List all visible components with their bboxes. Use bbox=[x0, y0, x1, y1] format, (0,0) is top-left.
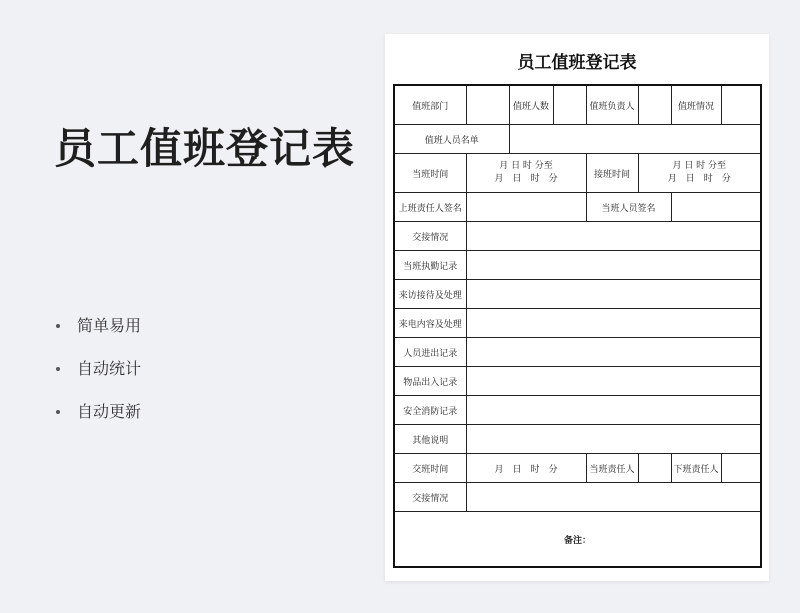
current-lead-label: 当班责任人 bbox=[586, 454, 638, 483]
table-row bbox=[394, 425, 761, 454]
feature-item bbox=[52, 355, 141, 398]
table-row bbox=[394, 251, 761, 280]
feature-label: 简单易用 bbox=[77, 316, 142, 335]
names-cell[interactable] bbox=[509, 125, 761, 154]
staff-sign-label: 当班人员签名 bbox=[586, 193, 671, 222]
sheet-title: 员工值班登记表 bbox=[517, 53, 637, 73]
table-row bbox=[394, 367, 761, 396]
dept-cell[interactable] bbox=[466, 85, 509, 125]
onduty-sign-label: 上班责任人签名 bbox=[394, 193, 466, 222]
next-lead-cell[interactable] bbox=[721, 454, 761, 483]
names-label: 值班人员名单 bbox=[394, 125, 509, 154]
staff-sign-cell[interactable] bbox=[671, 193, 761, 222]
row-value-cell[interactable] bbox=[466, 251, 761, 280]
status-cell[interactable] bbox=[721, 85, 761, 125]
row-value-cell[interactable] bbox=[466, 280, 761, 309]
onduty-sign-cell[interactable] bbox=[466, 193, 586, 222]
table-row bbox=[394, 338, 761, 367]
current-lead-cell[interactable] bbox=[638, 454, 671, 483]
next-lead-label: 下班责任人 bbox=[671, 454, 721, 483]
status-label: 值班情况 bbox=[671, 85, 721, 125]
feature-list bbox=[52, 312, 141, 441]
row-label: 其他说明 bbox=[394, 425, 466, 454]
count-cell[interactable] bbox=[553, 85, 586, 125]
table-row bbox=[394, 512, 761, 568]
row-value-cell[interactable] bbox=[466, 396, 761, 425]
feature-label: 自动统计 bbox=[77, 359, 142, 378]
handover2-label: 交接情况 bbox=[394, 483, 466, 512]
on-time-line-1: 月 日 时 分至 bbox=[499, 161, 553, 171]
row-label: 物品出入记录 bbox=[394, 367, 466, 396]
row-value-cell[interactable] bbox=[466, 222, 761, 251]
handover-line-1: 月 日 时 分至 bbox=[672, 161, 727, 171]
table-row bbox=[394, 85, 761, 125]
row-label: 当班执勤记录 bbox=[394, 251, 466, 280]
row-value-cell[interactable] bbox=[466, 338, 761, 367]
count-label: 值班人数 bbox=[509, 85, 553, 125]
lead-cell[interactable] bbox=[638, 85, 671, 125]
dept-label: 值班部门 bbox=[394, 85, 466, 125]
row-label: 人员进出记录 bbox=[394, 338, 466, 367]
row-label: 来电内容及处理 bbox=[394, 309, 466, 338]
row-value-cell[interactable] bbox=[466, 367, 761, 396]
on-time-cell[interactable] bbox=[466, 154, 586, 193]
table-row bbox=[394, 125, 761, 154]
row-value-cell[interactable] bbox=[466, 309, 761, 338]
row-value-cell[interactable] bbox=[466, 425, 761, 454]
handover-line-2: 月 日 时 分 bbox=[667, 174, 731, 184]
bullet-icon bbox=[56, 324, 60, 328]
duty-log-table bbox=[393, 84, 762, 568]
lead-label: 值班负责人 bbox=[586, 85, 638, 125]
row-label: 交接情况 bbox=[394, 222, 466, 251]
shift-time-cell[interactable]: 月 日 时 分 bbox=[466, 454, 586, 483]
table-row bbox=[394, 154, 761, 193]
handover-time-label: 接班时间 bbox=[586, 154, 638, 193]
table-row bbox=[394, 396, 761, 425]
handover-time-cell[interactable] bbox=[638, 154, 761, 193]
on-time-line-2: 月 日 时 分 bbox=[494, 174, 558, 184]
form-sheet bbox=[385, 34, 769, 581]
bullet-icon bbox=[56, 410, 60, 414]
table-row bbox=[394, 483, 761, 512]
table-row bbox=[394, 193, 761, 222]
table-row bbox=[394, 222, 761, 251]
feature-label: 自动更新 bbox=[77, 402, 142, 421]
on-time-label: 当班时间 bbox=[394, 154, 466, 193]
remark-cell[interactable]: 备注： bbox=[394, 512, 761, 568]
row-label: 来访接待及处理 bbox=[394, 280, 466, 309]
hero-title: 员工值班登记表 bbox=[54, 124, 356, 173]
table-row bbox=[394, 280, 761, 309]
table-row bbox=[394, 309, 761, 338]
table-row bbox=[394, 454, 761, 483]
bullet-icon bbox=[56, 367, 60, 371]
shift-label: 交班时间 bbox=[394, 454, 466, 483]
handover2-cell[interactable] bbox=[466, 483, 761, 512]
feature-item bbox=[52, 398, 141, 441]
feature-item bbox=[52, 312, 141, 355]
row-label: 安全消防记录 bbox=[394, 396, 466, 425]
